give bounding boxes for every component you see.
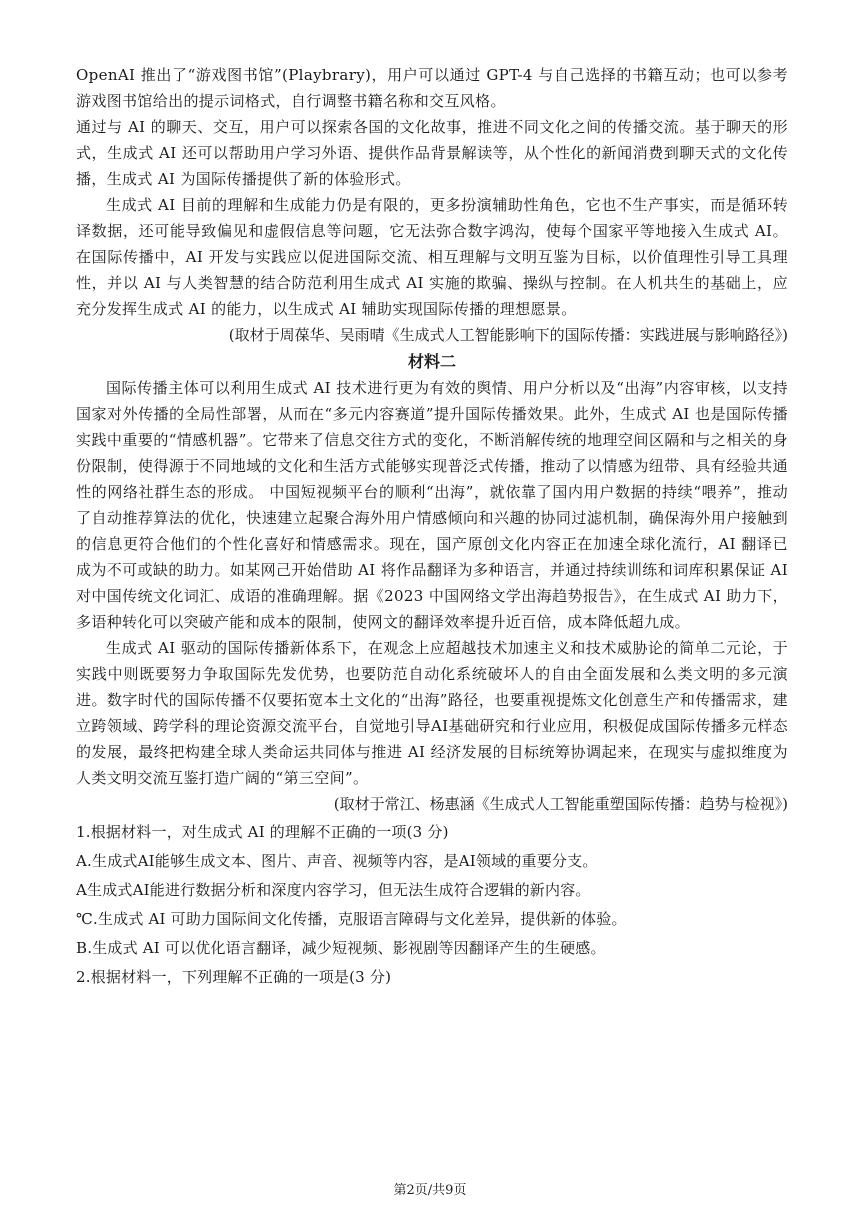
material2-paragraph-1: 国际传播主体可以利用生成式 AI 技术进行更为有效的舆情、用户分析以及“出海”内容审核，以支持国家对外传播的全局性部署，从而在“多元内容赛道”提升国际传播效果。此外，生成式 AI 也是国际传播实践中重要的“情感机器”。它带来了信息交往方式的变化，不断消解传统的地理空间区隔和与之相关的身份限制，使得源于不同地域的文化和生活方式能够实现普泛式传播，推动了以情感为纽带、具有经验共通性的网络社群生态的形成。 中国短视频平台的顺利“出海”，就依靠了国内用户数据的持续“喂养”，推动了自动推荐算法的优化，快速建立起聚合海外用户情感倾向和兴趣的协同过滤机制，确保海外用户接触到的信息更符合他们的个性化喜好和情感需求。现在，国产原创文化内容正在加速全球化流行，AI 翻译已成为不可或缺的助力。如某网己开始借助 AI 将作品翻译为多种语言，并通过持续训练和词库积累保证 AI 对中国传统文化词汇、成语的准确理解。据《2023 中国网络文学出海趋势报告》，在生成式 AI 助力下，多语种转化可以突破产能和成本的限制，使网文的翻译效率提升近百倍，成本降低超九成。 [76,379,788,631]
question-1-option-c: ℃.生成式 AI 可助力国际间文化传播，克服语言障碍与文化差异，提供新的体验。 [76,910,627,928]
material2-paragraph-2: 生成式 AI 驱动的国际传播新体系下，在观念上应超越技术加速主义和技术威胁论的简单二元论，于实践中则既要努力争取国际先发优势，也要防范自动化系统破坏人的自由全面发展和么类文明的多元演进。数字时代的国际传播不仅要拓宽本土文化的“出海”路径，也要重视提炼文化创意生产和传播需求，建立跨领域、跨学科的理论资源交流平台，自觉地引导AI基础研究和行业应用，积极促成国际传播多元样态的发展，最终把构建全球人类命运共同体与推进 AI 经济发展的目标统筹协调起来，在现实与虚拟维度为人类文明交流互鉴打造广阔的“第三空间”。 [76,639,788,787]
page-number: 第2页/共9页 [393,1183,467,1198]
question-1-stem: 1.根据材料一，对生成式 AI 的理解不正确的一项(3 分) [76,823,449,841]
material1-source: (取材于周葆华、吴雨晴《生成式人工智能影响下的国际传播：实践进展与影响路径》) [228,326,788,344]
material1-paragraph-1: OpenAI 推出了“游戏图书馆”(Playbrary)，用户可以通过 GPT-4 与自己选择的书籍互动；也可以参考游戏图书馆给出的提示词格式，自行调整书籍名称和交互风格。 [76,66,788,110]
material1-paragraph-3: 生成式 AI 目前的理解和生成能力仍是有限的，更多扮演辅助性角色，它也不生产事实，而是循环转译数据，还可能导致偏见和虚假信息等问题，它无法弥合数字鸿沟，使每个国家平等地接入生成式 AI。在国际传播中，AI 开发与实践应以促进国际交流、相互理解与文明互鉴为目标，以价值理性引导工具理性，并以 AI 与人类智慧的结合防范利用生成式 AI 实施的欺骗、操纵与控制。在人机共生的基础上，应充分发挥生成式 AI 的能力，以生成式 AI 辅助实现国际传播的理想愿景。 [76,196,788,318]
material1-paragraph-2: 通过与 AI 的聊天、交互，用户可以探索各国的文化故事，推进不同文化之间的传播交流。基于聊天的形式，生成式 AI 还可以帮助用户学习外语、提供作品背景解读等，从个性化的新闻消费到聊天式的文化传播，生成式 AI 为国际传播提供了新的体验形式。 [76,118,788,188]
question-1-option-d: B.生成式 AI 可以优化语言翻译，减少短视频、影视剧等因翻译产生的生硬感。 [76,939,606,957]
question-1-option-b: A生成式AI能进行数据分析和深度内容学习，但无法生成符合逻辑的新内容。 [76,881,591,899]
material2-source: (取材于常江、杨惠涵《生成式人工智能重塑国际传播：趋势与检视》) [333,795,788,813]
document-body [76,62,788,992]
question-1-option-a: A.生成式AI能够生成文本、图片、声音、视频等内容，是AI领域的重要分支。 [76,852,598,870]
questions-section [76,818,788,992]
question-2-stem: 2.根据材料一，下列理解不正确的一项是(3 分) [76,968,392,986]
material2-heading: 材料二 [407,352,456,371]
